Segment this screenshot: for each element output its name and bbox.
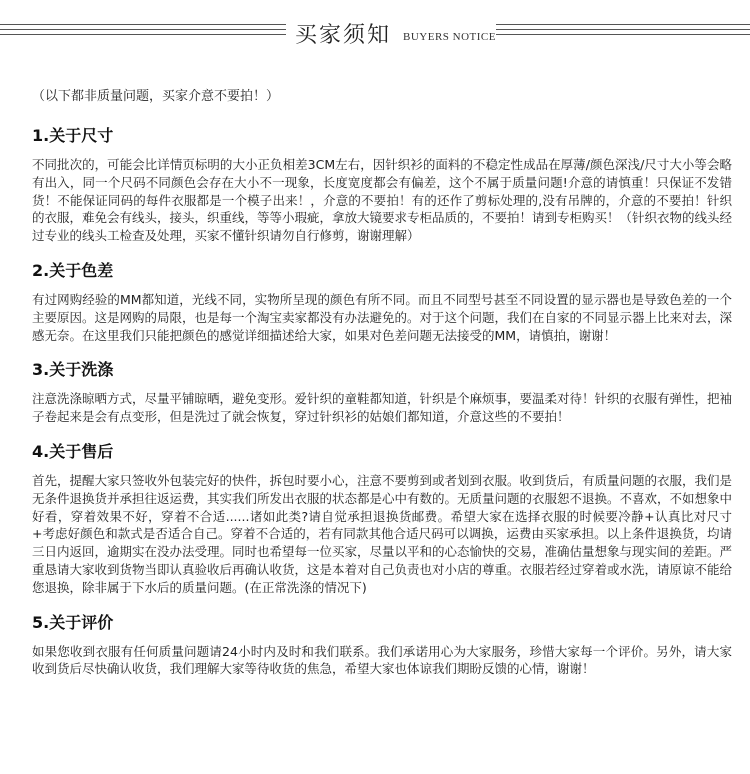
section-review <box>32 613 732 679</box>
header-subtitle: BUYERS NOTICE <box>403 31 496 43</box>
section-text: 不同批次的，可能会比详情页标明的大小正负相差3CM左右，因针织衫的面料的不稳定性成品在厚薄/颜色深浅/尺寸大小等会略有出入，同一个尺码不同颜色会存在大小不一现象，长度宽度都会有偏差，这个不属于质量问题!介意的请慎重！只保证不发错货！不能保证同码的每件衣服都是一个模子出来！，介意的不要拍！有的还作了剪标处理的,没有吊牌的，介意的不要拍！针织的衣服，难免会有线头，接头，织重线，等等小瑕疵，拿放大镜要求专柜品质的，不要拍！请到专柜购买！（针织衣物的线头经过专业的线头工检查及处理，买家不懂针织请勿自行修剪，谢谢理解） <box>32 157 733 244</box>
section-color <box>32 261 732 344</box>
section-washing <box>32 360 732 426</box>
section-text: 有过网购经验的MM都知道，光线不同，实物所呈现的颜色有所不同。而且不同型号甚至不同设置的显示器也是导致色差的一个主要原因。这是网购的局限，也是每一个淘宝卖家都没有办法避免的。对于这个问题，我们在自家的不同显示器上比来对去，深感无奈。在这里我们只能把颜色的感觉详细描述给大家，如果对色差问题无法接受的MM，请慎拍，谢谢！ <box>32 291 733 343</box>
section-title: 2.关于色差 <box>32 260 114 280</box>
section-text: 如果您收到衣服有任何质量问题请24小时内及时和我们联系。我们承诺用心为大家服务，珍惜大家每一个评价。另外，请大家收到货后尽快确认收货，我们理解大家等待收货的焦急，希望大家也体谅我们期盼反馈的心情，谢谢！ <box>32 643 732 677</box>
header-left-rule <box>0 24 286 40</box>
section-title: 1.关于尺寸 <box>32 126 114 145</box>
section-after-sales <box>32 442 732 597</box>
section-title: 4.关于售后 <box>32 441 114 461</box>
section-size <box>32 126 732 245</box>
intro-note: （以下都非质量问题，买家介意不要拍！） <box>32 89 280 104</box>
page-header <box>0 14 750 54</box>
header-title: 买家须知 <box>295 23 392 48</box>
section-text: 首先，提醒大家只签收外包装完好的快件，拆包时要小心，注意不要剪到或者划到衣服。收到货后，有质量问题的衣服，我们是无条件退换货并承担往返运费，其实我们所发出衣服的状态都是心中有数的。无质量问题的衣服恕不退换。不喜欢，不如想象中好看，穿着效果不好，穿着不合适......诸如此类?请自觉承担退换货邮费。希望大家在选择衣服的时候要冷静+认真比对尺寸+考虑好颜色和款式是否适合自己。穿着不合适的，若有同款其他合适尺码可以调换，运费由买家承担。以上条件退换货，均请三日内返回，逾期实在没办法受理。同时也希望每一位买家，尽量以平和的心态愉快的交易，准确估量想象与现实间的差距。严重恳请大家收到货物当即认真验收后再确认收货，这是本着对自己负责也对小店的尊重。衣服若经过穿着或水洗，请原谅不能给您退换，除非属于下水后的质量问题。(在正常洗涤的情况下) <box>32 472 733 595</box>
section-title: 3.关于洗涤 <box>32 360 114 380</box>
section-title: 5.关于评价 <box>32 612 114 632</box>
header-right-rule <box>496 24 750 40</box>
notice-content <box>32 88 732 694</box>
section-text: 注意洗涤晾晒方式，尽量平铺晾晒，避免变形。爱针织的童鞋都知道，针织是个麻烦事，要温柔对待！针织的衣服有弹性，把袖子卷起来是会有点变形，但是洗过了就会恢复，穿过针织衫的姑娘们都知道，介意这些的不要拍！ <box>32 391 733 425</box>
